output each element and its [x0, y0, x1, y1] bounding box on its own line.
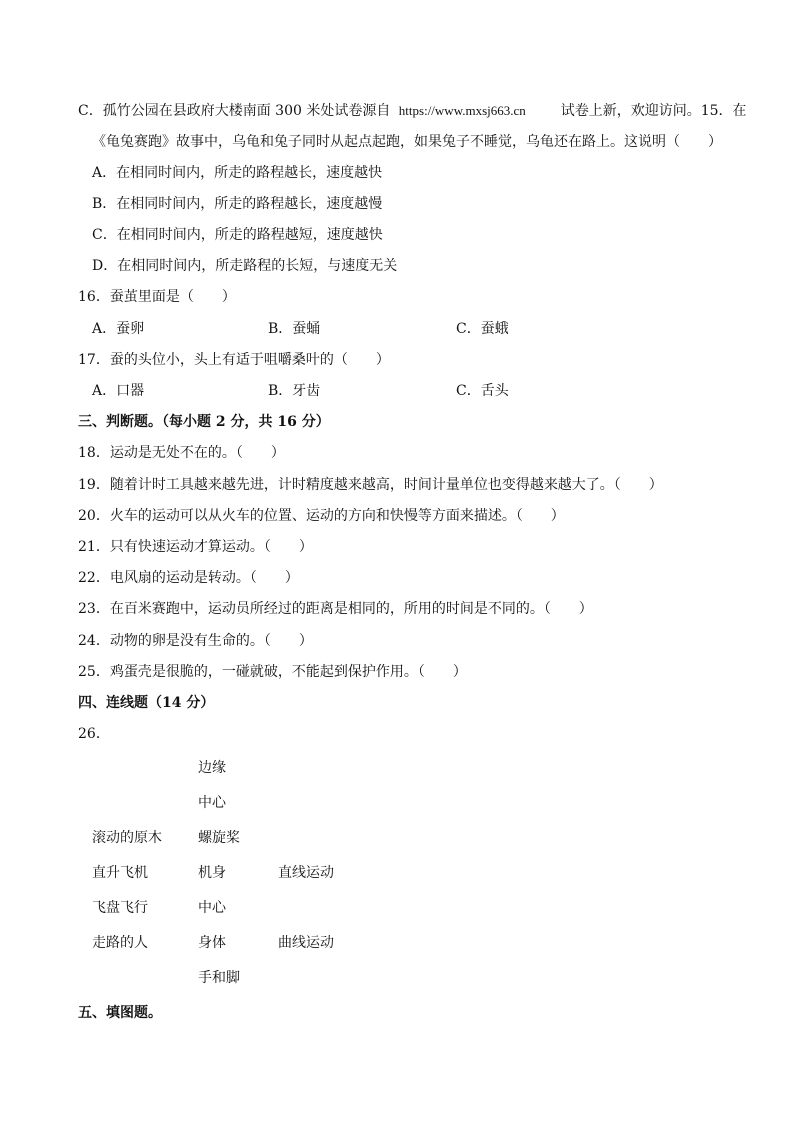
q14-option-c	[78, 101, 747, 121]
q17-stem: 17．蚕的头位小，头上有适于咀嚼桑叶的（ ）	[78, 352, 390, 368]
q14-option-c-text: C．孤竹公园在县政府大楼南面 300 米处试卷源自	[78, 103, 391, 119]
section3-heading: 三、判断题。（每小题 2 分，共 16 分）	[78, 414, 330, 430]
left-item-helicopter: 直升飞机	[92, 865, 148, 881]
q15-option-d: D．在相同时间内，所走路程的长短，与速度无关	[92, 258, 398, 274]
q16-option-c: C．蚕蛾	[456, 321, 509, 337]
source-url: https://www.mxsj663.cn	[398, 103, 526, 118]
q15-option-c: C．在相同时间内，所走的路程越短，速度越快	[92, 227, 383, 243]
q18: 18．运动是无处不在的。（ ）	[78, 445, 285, 461]
q15-option-b: B．在相同时间内，所走的路程越长，速度越慢	[92, 196, 383, 212]
right-item-linear-motion: 直线运动	[278, 865, 334, 881]
q15-stem: 《龟兔赛跑》故事中，乌龟和兔子同时从起点起跑，如果兔子不睡觉，乌龟还在路上。这说明（ ）	[92, 134, 722, 150]
middle-item-edge: 边缘	[198, 760, 226, 776]
left-item-walking-person: 走路的人	[92, 935, 148, 951]
q25: 25．鸡蛋壳是很脆的，一碰就破，不能起到保护作用。（ ）	[78, 664, 467, 680]
q23: 23．在百米赛跑中，运动员所经过的距离是相同的，所用的时间是不同的。（ ）	[78, 601, 593, 617]
middle-item-body: 身体	[198, 935, 226, 951]
q24: 24．动物的卵是没有生命的。（ ）	[78, 633, 313, 649]
q19: 19．随着计时工具越来越先进，计时精度越来越高，时间计量单位也变得越来越大了。（ ）	[78, 477, 663, 493]
middle-item-hands-feet: 手和脚	[198, 970, 240, 986]
left-item-rolling-log: 滚动的原木	[92, 830, 162, 846]
q16-stem: 16．蚕茧里面是（ ）	[78, 289, 236, 305]
q16-option-b: B．蚕蛹	[268, 321, 321, 337]
section5-heading: 五、填图题。	[78, 1005, 162, 1021]
q21: 21．只有快速运动才算运动。（ ）	[78, 539, 313, 555]
middle-item-center-1: 中心	[198, 795, 226, 811]
q16-option-a: A．蚕卵	[92, 321, 145, 337]
middle-item-fuselage: 机身	[198, 865, 226, 881]
middle-item-center-2: 中心	[198, 900, 226, 916]
q17-option-b: B．牙齿	[268, 383, 321, 399]
q26-number: 26．	[78, 726, 110, 742]
left-item-frisbee: 飞盘飞行	[92, 900, 148, 916]
section4-heading: 四、连线题（14 分）	[78, 695, 215, 711]
right-item-curvilinear-motion: 曲线运动	[278, 935, 334, 951]
q20: 20．火车的运动可以从火车的位置、运动的方向和快慢等方面来描述。（ ）	[78, 508, 565, 524]
middle-item-propeller: 螺旋桨	[198, 830, 240, 846]
q17-option-a: A．口器	[92, 383, 145, 399]
q14-option-c-tail: 试卷上新，欢迎访问。15．在	[560, 103, 747, 119]
q22: 22．电风扇的运动是转动。（ ）	[78, 570, 299, 586]
q15-option-a: A．在相同时间内，所走的路程越长，速度越快	[92, 165, 383, 181]
q17-option-c: C．舌头	[456, 383, 509, 399]
